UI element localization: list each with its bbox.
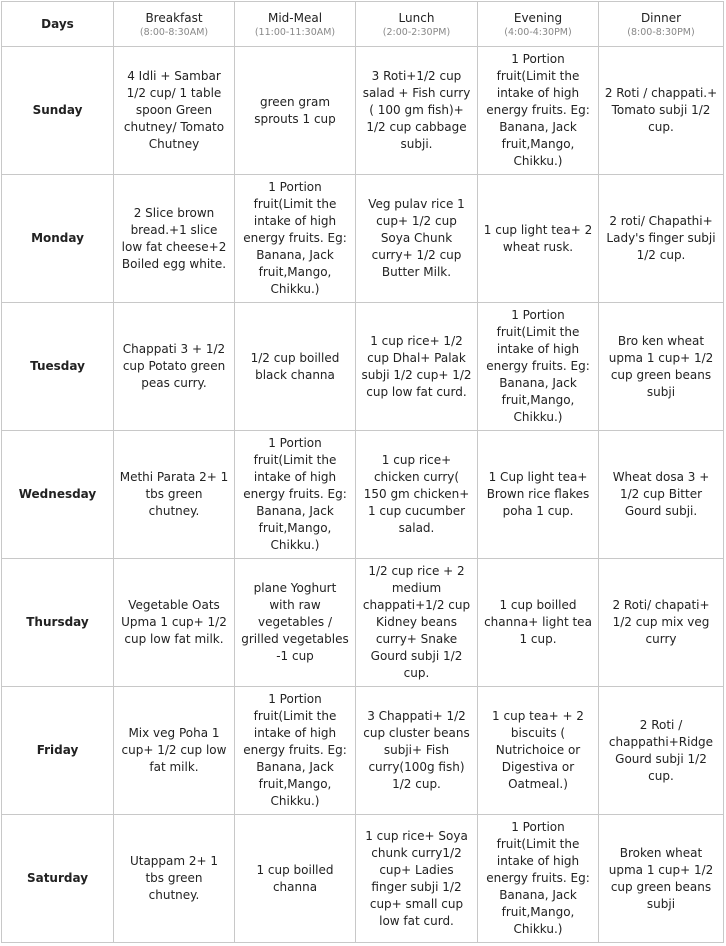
breakfast-cell: Chappati 3 + 1/2 cup Potato green peas curry. [114, 303, 235, 431]
evening-cell: 1 cup tea+ + 2 biscuits ( Nutrichoice or Digestiva or Oatmeal.) [478, 687, 599, 815]
meal-time: (4:00-4:30PM) [504, 26, 572, 38]
table-row-tuesday [2, 303, 724, 431]
meal-name: Lunch [398, 10, 435, 25]
meal-time: (8:00-8:30PM) [627, 26, 695, 38]
dinner-cell: Wheat dosa 3 + 1/2 cup Bitter Gourd subji. [599, 431, 724, 559]
day-cell: Wednesday [2, 431, 114, 559]
meal-time: (8:00-8:30AM) [139, 26, 209, 38]
lunch-cell: Veg pulav rice 1 cup+ 1/2 cup Soya Chunk curry+ 1/2 cup Butter Milk. [356, 175, 478, 303]
evening-cell: 1 Portion fruit(Limit the intake of high energy fruits. Eg: Banana, Jack fruit,Mango, Chikku.) [478, 815, 599, 943]
evening-cell: 1 Cup light tea+ Brown rice flakes poha 1 cup. [478, 431, 599, 559]
dinner-cell: 2 Roti / chappathi+Ridge Gourd subji 1/2 cup. [599, 687, 724, 815]
table-row-friday [2, 687, 724, 815]
meal-header-mid-meal [235, 2, 356, 47]
meal-name: Breakfast [145, 10, 203, 25]
days-header: Days [2, 2, 114, 47]
table-row-monday [2, 175, 724, 303]
meal-name: Evening [513, 10, 563, 25]
breakfast-cell: Vegetable Oats Upma 1 cup+ 1/2 cup low fat milk. [114, 559, 235, 687]
breakfast-cell: Methi Parata 2+ 1 tbs green chutney. [114, 431, 235, 559]
meal-header-breakfast [114, 2, 235, 47]
diet-plan-table [1, 1, 724, 943]
evening-cell: 1 cup light tea+ 2 wheat rusk. [478, 175, 599, 303]
day-cell: Monday [2, 175, 114, 303]
lunch-cell: 1 cup rice+ Soya chunk curry1/2 cup+ Ladies finger subji 1/2 cup+ small cup low fat curd. [356, 815, 478, 943]
table-row-thursday [2, 559, 724, 687]
lunch-cell: 1 cup rice+ chicken curry( 150 gm chicken+ 1 cup cucumber salad. [356, 431, 478, 559]
meal-header-lunch [356, 2, 478, 47]
mid-meal-cell: 1/2 cup boilled black channa [235, 303, 356, 431]
lunch-cell: 3 Chappati+ 1/2 cup cluster beans subji+ Fish curry(100g fish) 1/2 cup. [356, 687, 478, 815]
meal-header-evening [478, 2, 599, 47]
mid-meal-cell: green gram sprouts 1 cup [235, 47, 356, 175]
meal-header-dinner [599, 2, 724, 47]
mid-meal-cell: 1 Portion fruit(Limit the intake of high energy fruits. Eg: Banana, Jack fruit,Mango, Chikku.) [235, 175, 356, 303]
breakfast-cell: 2 Slice brown bread.+1 slice low fat cheese+2 Boiled egg white. [114, 175, 235, 303]
dinner-cell: Bro ken wheat upma 1 cup+ 1/2 cup green beans subji [599, 303, 724, 431]
breakfast-cell: 4 Idli + Sambar 1/2 cup/ 1 table spoon Green chutney/ Tomato Chutney [114, 47, 235, 175]
lunch-cell: 1/2 cup rice + 2 medium chappati+1/2 cup Kidney beans curry+ Snake Gourd subji 1/2 cup. [356, 559, 478, 687]
lunch-cell: 3 Roti+1/2 cup salad + Fish curry ( 100 gm fish)+ 1/2 cup cabbage subji. [356, 47, 478, 175]
table-row-sunday [2, 47, 724, 175]
day-cell: Sunday [2, 47, 114, 175]
meal-time: (11:00-11:30AM) [254, 26, 336, 38]
evening-cell: 1 Portion fruit(Limit the intake of high energy fruits. Eg: Banana, Jack fruit,Mango, Chikku.) [478, 47, 599, 175]
meal-name: Mid-Meal [267, 10, 323, 25]
day-cell: Saturday [2, 815, 114, 943]
mid-meal-cell: 1 Portion fruit(Limit the intake of high energy fruits. Eg: Banana, Jack fruit,Mango, Chikku.) [235, 687, 356, 815]
mid-meal-cell: 1 Portion fruit(Limit the intake of high energy fruits. Eg: Banana, Jack fruit,Mango, Chikku.) [235, 431, 356, 559]
mid-meal-cell: 1 cup boilled channa [235, 815, 356, 943]
breakfast-cell: Utappam 2+ 1 tbs green chutney. [114, 815, 235, 943]
table-row-saturday [2, 815, 724, 943]
mid-meal-cell: plane Yoghurt with raw vegetables / grilled vegetables -1 cup [235, 559, 356, 687]
day-cell: Friday [2, 687, 114, 815]
evening-cell: 1 cup boilled channa+ light tea 1 cup. [478, 559, 599, 687]
lunch-cell: 1 cup rice+ 1/2 cup Dhal+ Palak subji 1/2 cup+ 1/2 cup low fat curd. [356, 303, 478, 431]
meal-name: Dinner [640, 10, 682, 25]
dinner-cell: 2 Roti / chappati.+ Tomato subji 1/2 cup. [599, 47, 724, 175]
evening-cell: 1 Portion fruit(Limit the intake of high energy fruits. Eg: Banana, Jack fruit,Mango, Chikku.) [478, 303, 599, 431]
meal-time: (2:00-2:30PM) [382, 26, 451, 38]
dinner-cell: Broken wheat upma 1 cup+ 1/2 cup green beans subji [599, 815, 724, 943]
day-cell: Thursday [2, 559, 114, 687]
dinner-cell: 2 Roti/ chapati+ 1/2 cup mix veg curry [599, 559, 724, 687]
dinner-cell: 2 roti/ Chapathi+ Lady's finger subji 1/2 cup. [599, 175, 724, 303]
table-row-wednesday [2, 431, 724, 559]
header-row [2, 2, 724, 47]
day-cell: Tuesday [2, 303, 114, 431]
breakfast-cell: Mix veg Poha 1 cup+ 1/2 cup low fat milk. [114, 687, 235, 815]
